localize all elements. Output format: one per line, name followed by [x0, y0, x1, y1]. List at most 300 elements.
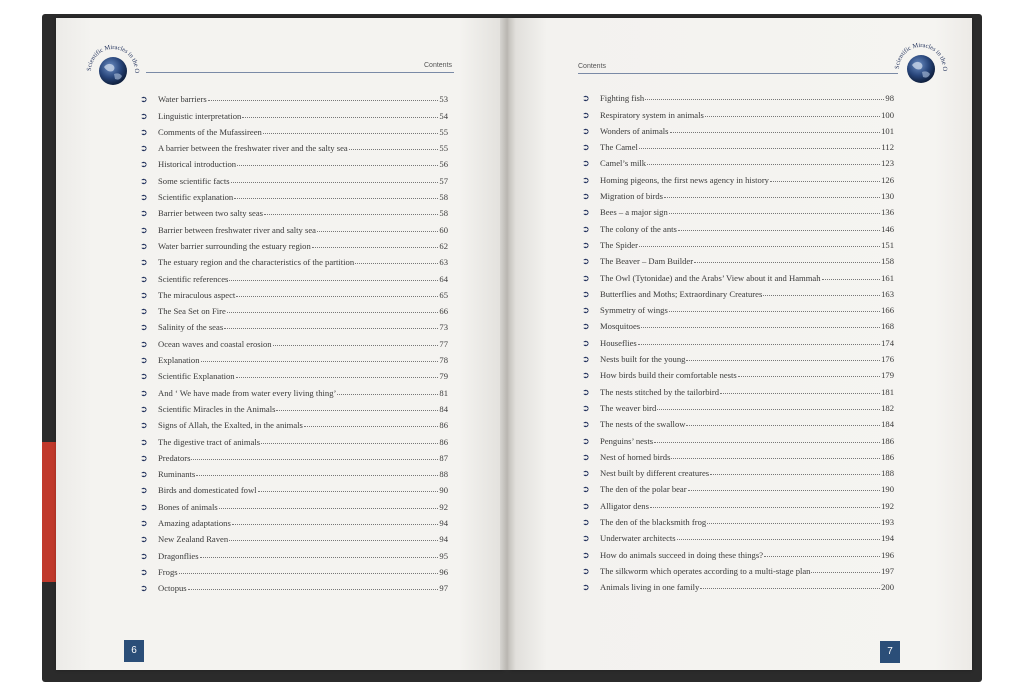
- toc-entry-page: 56: [439, 159, 448, 170]
- dot-leader: [670, 132, 881, 133]
- arrow-circle-icon: ➲: [140, 338, 148, 349]
- dot-leader: [639, 246, 880, 247]
- page-header: Contents: [578, 63, 607, 70]
- toc-entry-page: 90: [439, 485, 448, 496]
- toc-entry-page: 151: [881, 239, 894, 250]
- toc-entry: [140, 495, 448, 511]
- logo-text: Scientific Miracles in the O: [85, 43, 141, 74]
- toc-entry: [140, 430, 448, 446]
- toc-entry: [140, 365, 448, 381]
- dot-leader: [227, 312, 439, 313]
- dot-leader: [236, 377, 439, 378]
- toc-entry-page: 84: [439, 403, 448, 414]
- dot-leader: [720, 393, 880, 394]
- toc-entry-title: The weaver bird: [600, 402, 657, 413]
- toc-entry-page: 60: [439, 224, 448, 235]
- toc-entry-title: The nests of the swallow: [600, 419, 686, 430]
- arrow-circle-icon: ➲: [582, 565, 590, 576]
- toc-entry-page: 174: [881, 337, 894, 348]
- toc-entry-title: The estuary region and the characteristics of the partition: [158, 257, 355, 268]
- arrow-circle-icon: ➲: [140, 534, 148, 545]
- dot-leader: [686, 360, 880, 361]
- dot-leader: [312, 247, 439, 248]
- toc-entry: [582, 136, 894, 152]
- toc-entry-title: Bees – a major sign: [600, 207, 668, 218]
- toc-entry-page: 55: [439, 126, 448, 137]
- toc-entry: [140, 104, 448, 120]
- toc-entry-page: 158: [881, 256, 894, 267]
- arrow-circle-icon: ➲: [582, 549, 590, 560]
- toc-entry: [140, 137, 448, 153]
- toc-entry-page: 92: [439, 501, 448, 512]
- arrow-circle-icon: ➲: [140, 485, 148, 496]
- toc-entry-page: 192: [881, 500, 894, 511]
- dot-leader: [264, 214, 438, 215]
- dot-leader: [273, 345, 439, 346]
- toc-entry-title: Penguins’ nests: [600, 435, 654, 446]
- toc-entry-page: 179: [881, 370, 894, 381]
- toc-entry: [582, 413, 894, 429]
- dot-leader: [650, 507, 880, 508]
- toc-list-left: [140, 88, 448, 593]
- toc-entry-title: Some scientific facts: [158, 175, 230, 186]
- toc-entry-title: Signs of Allah, the Exalted, in the animals: [158, 420, 303, 431]
- toc-entry-page: 78: [439, 355, 448, 366]
- toc-entry: [582, 120, 894, 136]
- dot-leader: [738, 376, 880, 377]
- arrow-circle-icon: ➲: [140, 452, 148, 463]
- arrow-circle-icon: ➲: [140, 126, 148, 137]
- dot-leader: [645, 99, 884, 100]
- dot-leader: [694, 262, 880, 263]
- dot-leader: [705, 116, 880, 117]
- toc-entry-page: 62: [439, 240, 448, 251]
- toc-entry-title: Bones of animals: [158, 501, 218, 512]
- dot-leader: [811, 572, 880, 573]
- toc-entry: [582, 250, 894, 266]
- toc-entry-page: 186: [881, 435, 894, 446]
- toc-entry-page: 53: [439, 94, 448, 105]
- toc-entry-title: Ocean waves and coastal erosion: [158, 338, 272, 349]
- toc-entry-page: 130: [881, 191, 894, 202]
- toc-entry-page: 97: [439, 583, 448, 594]
- toc-entry-title: The nests stitched by the tailorbird: [600, 386, 720, 397]
- toc-entry-page: 136: [881, 207, 894, 218]
- arrow-circle-icon: ➲: [582, 93, 590, 104]
- arrow-circle-icon: ➲: [582, 533, 590, 544]
- arrow-circle-icon: ➲: [582, 158, 590, 169]
- toc-entry-title: Frogs: [158, 566, 178, 577]
- toc-entry-page: 101: [881, 125, 894, 136]
- arrow-circle-icon: ➲: [140, 550, 148, 561]
- logo-text: Scientific Miracles in the O: [893, 41, 949, 72]
- toc-entry-title: Amazing adaptations: [158, 518, 231, 529]
- toc-entry: [140, 398, 448, 414]
- dot-leader: [188, 589, 439, 590]
- dot-leader: [657, 409, 880, 410]
- toc-entry: [582, 511, 894, 527]
- toc-entry: [582, 201, 894, 217]
- toc-entry-page: 86: [439, 420, 448, 431]
- dot-leader: [208, 100, 439, 101]
- toc-entry-title: The silkworm which operates according to a multi-stage plan: [600, 565, 811, 576]
- toc-entry: [582, 527, 894, 543]
- dot-leader: [231, 182, 439, 183]
- dot-leader: [219, 508, 439, 509]
- toc-entry: [582, 315, 894, 331]
- toc-entry-page: 184: [881, 419, 894, 430]
- arrow-circle-icon: ➲: [582, 256, 590, 267]
- header-rule: [146, 72, 454, 73]
- toc-entry-title: Underwater architects: [600, 533, 676, 544]
- dot-leader: [304, 426, 439, 427]
- toc-entry: [582, 168, 894, 184]
- page-number-box: 6: [124, 640, 144, 662]
- toc-entry-title: Barrier between freshwater river and salty sea: [158, 224, 316, 235]
- dot-leader: [242, 117, 438, 118]
- toc-entry-page: 58: [439, 192, 448, 203]
- dot-leader: [201, 361, 439, 362]
- toc-entry-title: The digestive tract of animals: [158, 436, 261, 447]
- toc-entry-title: Camel’s milk: [600, 158, 647, 169]
- toc-entry: [582, 266, 894, 282]
- dot-leader: [707, 523, 880, 524]
- toc-entry-title: The Owl (Tytonidae) and the Arabs’ View about it and Hammah: [600, 272, 821, 283]
- arrow-circle-icon: ➲: [582, 419, 590, 430]
- toc-entry-page: 58: [439, 208, 448, 219]
- arrow-circle-icon: ➲: [140, 257, 148, 268]
- arrow-circle-icon: ➲: [140, 289, 148, 300]
- toc-entry: [140, 235, 448, 251]
- arrow-circle-icon: ➲: [582, 272, 590, 283]
- toc-entry-page: 190: [881, 484, 894, 495]
- arrow-circle-icon: ➲: [140, 306, 148, 317]
- toc-entry: [582, 462, 894, 478]
- dot-leader: [700, 588, 880, 589]
- toc-entry: [582, 543, 894, 559]
- toc-entry-title: Respiratory system in animals: [600, 109, 704, 120]
- toc-entry-page: 96: [439, 566, 448, 577]
- toc-entry-title: Wonders of animals: [600, 125, 669, 136]
- toc-entry-title: Barrier between two salty seas: [158, 208, 263, 219]
- dot-leader: [664, 197, 880, 198]
- toc-entry-page: 55: [439, 143, 448, 154]
- toc-entry-page: 54: [439, 110, 448, 121]
- dot-leader: [639, 148, 880, 149]
- arrow-circle-icon: ➲: [582, 435, 590, 446]
- arrow-circle-icon: ➲: [140, 322, 148, 333]
- dot-leader: [763, 295, 880, 296]
- toc-entry: [140, 300, 448, 316]
- toc-entry-page: 95: [439, 550, 448, 561]
- arrow-circle-icon: ➲: [140, 224, 148, 235]
- toc-entry-page: 146: [881, 223, 894, 234]
- arrow-circle-icon: ➲: [582, 468, 590, 479]
- globe-logo-icon: [892, 38, 950, 96]
- toc-entry: [582, 397, 894, 413]
- arrow-circle-icon: ➲: [140, 110, 148, 121]
- dot-leader: [276, 410, 438, 411]
- toc-entry: [582, 576, 894, 592]
- toc-entry-title: Fighting fish: [600, 93, 645, 104]
- toc-entry-title: Homing pigeons, the first news agency in history: [600, 174, 769, 185]
- dot-leader: [261, 443, 438, 444]
- toc-entry-title: Historical introduction: [158, 159, 237, 170]
- toc-entry-page: 57: [439, 175, 448, 186]
- toc-entry-title: Mosquitoes: [600, 321, 641, 332]
- toc-entry-title: Scientific references: [158, 273, 229, 284]
- toc-entry-page: 79: [439, 371, 448, 382]
- dot-leader: [710, 474, 880, 475]
- toc-entry-title: Scientific Explanation: [158, 371, 235, 382]
- toc-entry-page: 196: [881, 549, 894, 560]
- arrow-circle-icon: ➲: [582, 305, 590, 316]
- toc-entry-page: 98: [885, 93, 894, 104]
- toc-entry-title: The Sea Set on Fire: [158, 306, 226, 317]
- arrow-circle-icon: ➲: [582, 223, 590, 234]
- dot-leader: [641, 327, 880, 328]
- toc-entry-title: How birds build their comfortable nests: [600, 370, 737, 381]
- toc-entry-title: Animals living in one family: [600, 582, 700, 593]
- arrow-circle-icon: ➲: [582, 239, 590, 250]
- dot-leader: [686, 425, 880, 426]
- toc-entry-page: 197: [881, 565, 894, 576]
- toc-entry-title: Nests built for the young: [600, 354, 686, 365]
- dot-leader: [191, 459, 438, 460]
- toc-entry: [582, 331, 894, 347]
- arrow-circle-icon: ➲: [140, 208, 148, 219]
- arrow-circle-icon: ➲: [140, 501, 148, 512]
- toc-entry: [140, 544, 448, 560]
- dot-leader: [200, 557, 439, 558]
- arrow-circle-icon: ➲: [140, 143, 148, 154]
- dot-leader: [232, 524, 439, 525]
- arrow-circle-icon: ➲: [582, 386, 590, 397]
- toc-entry: [582, 185, 894, 201]
- toc-entry: [140, 447, 448, 463]
- toc-entry-title: How do animals succeed in doing these things?: [600, 549, 764, 560]
- arrow-circle-icon: ➲: [140, 387, 148, 398]
- header-rule: [578, 73, 898, 74]
- toc-entry-title: Linguistic interpretation: [158, 110, 242, 121]
- toc-entry-page: 194: [881, 533, 894, 544]
- toc-entry: [140, 561, 448, 577]
- toc-entry-page: 65: [439, 289, 448, 300]
- toc-entry-page: 88: [439, 469, 448, 480]
- toc-entry-page: 64: [439, 273, 448, 284]
- toc-entry: [140, 463, 448, 479]
- toc-entry: [140, 479, 448, 495]
- toc-entry-page: 200: [881, 582, 894, 593]
- toc-entry-page: 126: [881, 174, 894, 185]
- toc-entry: [582, 217, 894, 233]
- toc-entry-title: Houseflies: [600, 337, 637, 348]
- arrow-circle-icon: ➲: [582, 174, 590, 185]
- arrow-circle-icon: ➲: [582, 207, 590, 218]
- arrow-circle-icon: ➲: [140, 355, 148, 366]
- toc-entry-page: 87: [439, 452, 448, 463]
- toc-entry: [582, 87, 894, 103]
- toc-entry-page: 181: [881, 386, 894, 397]
- page-number-box: 7: [880, 641, 900, 663]
- dot-leader: [671, 458, 880, 459]
- arrow-circle-icon: ➲: [140, 420, 148, 431]
- arrow-circle-icon: ➲: [582, 142, 590, 153]
- toc-entry-title: The den of the blacksmith frog: [600, 517, 707, 528]
- toc-entry: [140, 218, 448, 234]
- toc-entry-title: Water barrier surrounding the estuary region: [158, 240, 311, 251]
- toc-entry-page: 100: [881, 109, 894, 120]
- toc-entry-page: 182: [881, 402, 894, 413]
- arrow-circle-icon: ➲: [582, 125, 590, 136]
- dot-leader: [647, 164, 880, 165]
- toc-entry-page: 123: [881, 158, 894, 169]
- arrow-circle-icon: ➲: [582, 484, 590, 495]
- dot-leader: [669, 213, 880, 214]
- toc-entry-title: Comments of the Mufassireen: [158, 126, 262, 137]
- toc-entry: [582, 429, 894, 445]
- toc-entry-title: Nest of horned birds: [600, 451, 671, 462]
- arrow-circle-icon: ➲: [582, 517, 590, 528]
- toc-entry-title: The Beaver – Dam Builder: [600, 256, 694, 267]
- toc-entry-title: Symmetry of wings: [600, 305, 668, 316]
- arrow-circle-icon: ➲: [582, 500, 590, 511]
- toc-entry: [140, 381, 448, 397]
- toc-entry-page: 166: [881, 305, 894, 316]
- globe-logo-icon: [84, 40, 142, 98]
- toc-entry-title: Nest built by different creatures: [600, 468, 710, 479]
- page-header: Contents: [424, 62, 453, 69]
- dot-leader: [234, 198, 438, 199]
- toc-entry-page: 77: [439, 338, 448, 349]
- dot-leader: [229, 280, 438, 281]
- toc-entry: [582, 283, 894, 299]
- arrow-circle-icon: ➲: [582, 109, 590, 120]
- toc-entry-title: Explanation: [158, 355, 200, 366]
- arrow-circle-icon: ➲: [582, 288, 590, 299]
- toc-entry-title: The den of the polar bear: [600, 484, 687, 495]
- toc-entry-title: Scientific explanation: [158, 192, 234, 203]
- toc-entry-title: Butterflies and Moths; Extraordinary Creatures: [600, 288, 763, 299]
- arrow-circle-icon: ➲: [140, 94, 148, 105]
- toc-entry: [140, 186, 448, 202]
- toc-entry: [140, 284, 448, 300]
- toc-entry-page: 94: [439, 518, 448, 529]
- dot-leader: [196, 475, 438, 476]
- dot-leader: [638, 344, 880, 345]
- toc-entry: [582, 299, 894, 315]
- toc-entry: [582, 478, 894, 494]
- arrow-circle-icon: ➲: [582, 354, 590, 365]
- toc-entry-page: 66: [439, 306, 448, 317]
- arrow-circle-icon: ➲: [140, 371, 148, 382]
- toc-entry: [140, 577, 448, 593]
- dot-leader: [263, 133, 439, 134]
- toc-entry: [140, 202, 448, 218]
- toc-entry-title: Predators: [158, 452, 191, 463]
- toc-entry-page: 73: [439, 322, 448, 333]
- toc-entry-title: The Camel: [600, 142, 638, 153]
- toc-entry: [582, 364, 894, 380]
- toc-entry: [140, 349, 448, 365]
- toc-entry: [140, 267, 448, 283]
- toc-entry: [140, 169, 448, 185]
- toc-entry-title: A barrier between the freshwater river and the salty sea: [158, 143, 348, 154]
- toc-entry: [582, 446, 894, 462]
- toc-entry-title: New Zealand Raven: [158, 534, 229, 545]
- toc-entry-title: Migration of birds: [600, 191, 664, 202]
- dot-leader: [179, 573, 439, 574]
- dot-leader: [237, 165, 438, 166]
- toc-entry-title: Salinity of the seas: [158, 322, 224, 333]
- dot-leader: [337, 394, 438, 395]
- arrow-circle-icon: ➲: [582, 402, 590, 413]
- toc-entry: [140, 528, 448, 544]
- toc-entry-page: 168: [881, 321, 894, 332]
- arrow-circle-icon: ➲: [140, 583, 148, 594]
- arrow-circle-icon: ➲: [140, 175, 148, 186]
- dot-leader: [349, 149, 439, 150]
- toc-entry: [582, 348, 894, 364]
- dot-leader: [764, 556, 880, 557]
- arrow-circle-icon: ➲: [140, 436, 148, 447]
- arrow-circle-icon: ➲: [582, 191, 590, 202]
- toc-entry-page: 193: [881, 517, 894, 528]
- toc-entry: [140, 512, 448, 528]
- toc-entry-title: Alligator dens: [600, 500, 649, 511]
- toc-entry: [582, 560, 894, 576]
- toc-entry-title: And ‘ We have made from water every living thing’: [158, 387, 337, 398]
- toc-entry-title: Water barriers: [158, 94, 207, 105]
- arrow-circle-icon: ➲: [582, 337, 590, 348]
- toc-entry-title: The Spider: [600, 239, 638, 250]
- toc-entry-page: 94: [439, 534, 448, 545]
- arrow-circle-icon: ➲: [140, 403, 148, 414]
- arrow-circle-icon: ➲: [140, 240, 148, 251]
- arrow-circle-icon: ➲: [582, 582, 590, 593]
- dot-leader: [258, 491, 439, 492]
- toc-entry: [140, 414, 448, 430]
- toc-entry: [140, 153, 448, 169]
- dot-leader: [355, 263, 438, 264]
- toc-entry-page: 186: [881, 451, 894, 462]
- toc-entry: [140, 316, 448, 332]
- toc-entry-title: Ruminants: [158, 469, 196, 480]
- dot-leader: [669, 311, 880, 312]
- arrow-circle-icon: ➲: [140, 566, 148, 577]
- dot-leader: [822, 279, 881, 280]
- dot-leader: [224, 328, 438, 329]
- toc-entry: [582, 152, 894, 168]
- arrow-circle-icon: ➲: [140, 273, 148, 284]
- toc-entry-page: 86: [439, 436, 448, 447]
- arrow-circle-icon: ➲: [140, 469, 148, 480]
- toc-entry-page: 176: [881, 354, 894, 365]
- toc-list-right: [582, 87, 894, 592]
- dot-leader: [678, 230, 880, 231]
- arrow-circle-icon: ➲: [582, 321, 590, 332]
- toc-entry-title: Dragonflies: [158, 550, 199, 561]
- toc-entry-page: 161: [881, 272, 894, 283]
- toc-entry: [140, 121, 448, 137]
- toc-entry: [140, 88, 448, 104]
- dot-leader: [688, 490, 880, 491]
- toc-entry: [140, 251, 448, 267]
- toc-entry: [582, 380, 894, 396]
- arrow-circle-icon: ➲: [140, 192, 148, 203]
- dot-leader: [677, 539, 880, 540]
- dot-leader: [236, 296, 438, 297]
